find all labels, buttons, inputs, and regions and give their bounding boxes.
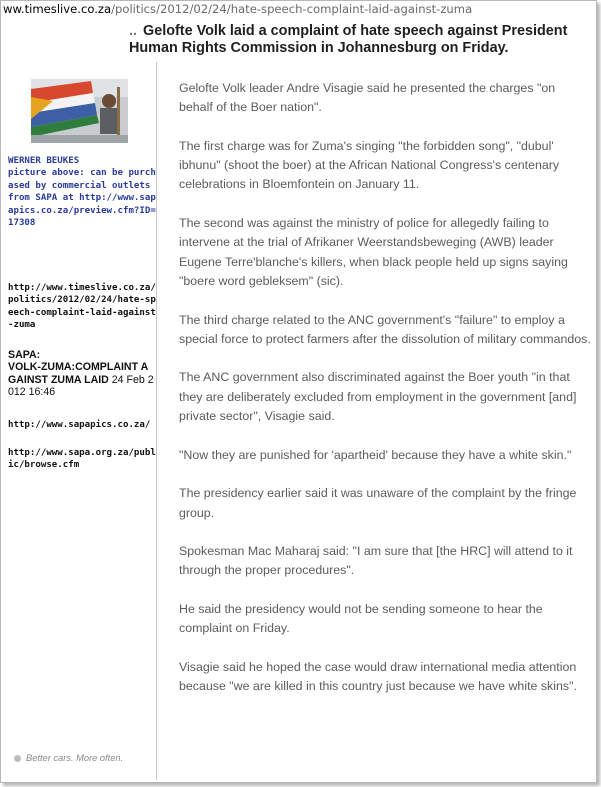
sidebar [4, 62, 157, 780]
article-paragraph: Visagie said he hoped the case would draw international media attention because "we are killed in this country just because we have white skins". [179, 659, 577, 694]
article-body [179, 79, 591, 716]
sapa-browse-link[interactable]: http://www.sapa.org.za/public/browse.cfm [8, 448, 156, 471]
credit-name: WERNER BEUKES [8, 156, 80, 166]
photo-credit [8, 155, 156, 229]
article-paragraph: Spokesman Mac Maharaj said: "I am sure that [the HRC] will attend to it through the proper procedures". [179, 544, 573, 578]
article-paragraph: The ANC government also discriminated against the Boer youth "in that they are deliberately excluded from employment in the government [and] private sector", Visagie said. [179, 370, 577, 424]
article-paragraph: Gelofte Volk leader Andre Visagie said he presented the charges "on behalf of the Boer nation". [179, 81, 556, 115]
article-headline [129, 23, 597, 57]
url-path: /politics/2012/02/24/hate-speech-complaint-laid-against-zuma [111, 2, 473, 16]
article-paragraph: The presidency earlier said it was unaware of the complaint by the fringe group. [179, 486, 577, 520]
sapa-date: 24 Feb 2012 16:46 [8, 373, 154, 399]
headline-prefix: .. [129, 23, 137, 39]
headline-text: Gelofte Volk laid a complaint of hate speech against President Human Rights Commission in Johannesburg on Friday. [129, 23, 568, 56]
article-paragraph: The first charge was for Zuma's singing "the forbidden song", "dubul' ibhunu" (shoot the boer) at the African National Congress's centenary celebrations in Bloemfontein on January 11. [179, 138, 560, 192]
source-url-link[interactable]: http://www.timeslive.co.za/politics/2012/02/24/hate-speech-complaint-laid-against-zuma [8, 283, 156, 331]
article-paragraph: The second was against the ministry of police for allegedly failing to intervene at the trial of Afrikaner Weerstandsbeweging (AWB) leader Eugene Terre'blanche's killers, when black people held up signs saying "boere word gebleksem" (sic). [179, 216, 568, 288]
sapapics-link[interactable]: http://www.sapapics.co.za/ [8, 420, 151, 430]
ad-text: Better cars. More often. [26, 753, 124, 763]
ad-logo-icon [14, 755, 21, 762]
address-bar[interactable] [3, 1, 594, 18]
sapa-reference [8, 349, 156, 399]
url-host: ww.timeslive.co.za [3, 2, 112, 16]
sapa-title: VOLK-ZUMA:COMPLAINT AGAINST ZUMA LAID [8, 361, 149, 386]
ad-banner[interactable] [14, 753, 123, 763]
credit-text: picture above: can be purchased by commercial outlets from SAPA at http://www.sapapics.co.za/preview.cfm?ID=17308 [8, 168, 156, 229]
flag-photo-icon [31, 79, 128, 143]
article-paragraph: "Now they are punished for 'apartheid' because they have a white skin." [179, 447, 572, 462]
article-paragraph: The third charge related to the ANC government's "failure" to employ a special force to protect farmers after the dissolution of military commandos. [179, 312, 591, 346]
sapa-label: SAPA: [8, 349, 41, 361]
article-paragraph: He said the presidency would not be sending someone to hear the complaint on Friday. [179, 602, 543, 636]
